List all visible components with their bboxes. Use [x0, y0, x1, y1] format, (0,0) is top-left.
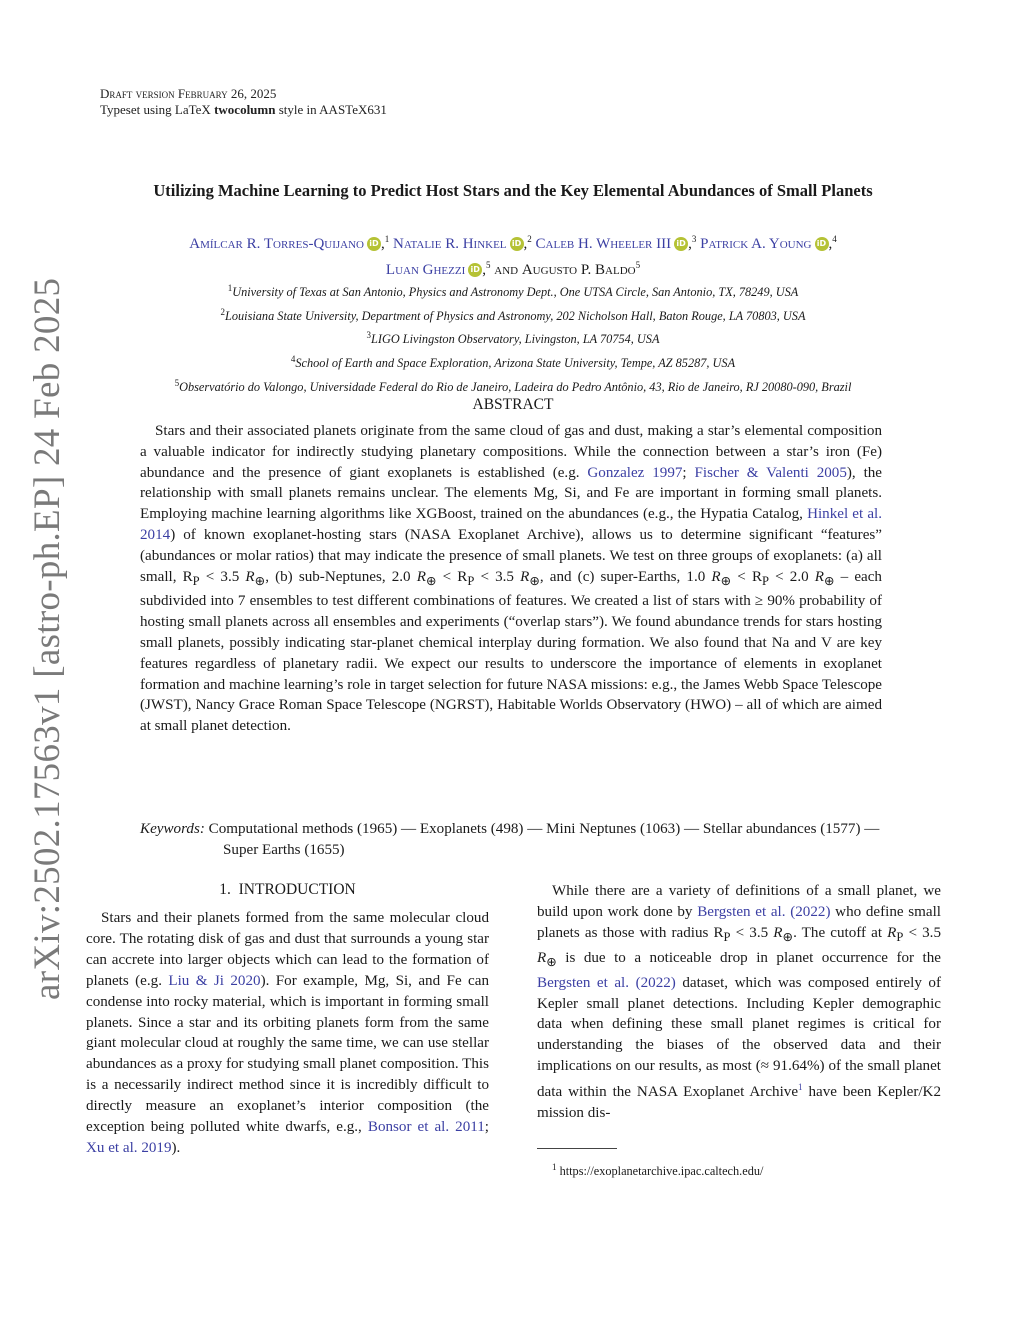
affiliation: $^3$LIGO Livingston Observatory, Livingston, LA 70754, USA — [366, 330, 660, 347]
latex-logo: LaTeX — [174, 102, 211, 117]
keywords — [140, 819, 882, 861]
intro-right-column — [537, 881, 941, 1124]
affiliation: $^2$Louisiana State University, Department of Physics and Astronomy, 202 Nicholson Hall, Baton Rouge, LA 70803, USA — [220, 306, 806, 323]
author-name[interactable]: Amílcar R. Torres-Quijano — [189, 236, 364, 252]
citation-link[interactable]: Bergsten et al. (2022) — [697, 903, 831, 920]
author-name[interactable]: Natalie R. Hinkel — [393, 236, 507, 252]
citation-link[interactable]: Hinkel et al. 2014 — [140, 506, 882, 543]
orcid-icon[interactable]: iD — [468, 263, 482, 277]
author-name[interactable]: Luan Ghezzi — [385, 262, 466, 278]
footnote-url[interactable]: https://exoplanetarchive.ipac.caltech.edu/ — [559, 1164, 764, 1179]
citation-link[interactable]: Bonsor et al. 2011 — [367, 1119, 485, 1136]
author-list: Amílcar R. Torres-Quijano iD ,$^1$ Natalie R. Hinkel iD ,$^2$ Caleb H. Wheeler III iD ,$^3$ Patrick A. Young iD ,$^4$ Luan Ghezzi iD ,$^5$ and Augusto P. Baldo$^5$ — [189, 234, 837, 278]
orcid-icon[interactable]: iD — [674, 237, 688, 251]
orcid-icon[interactable]: iD — [367, 237, 381, 251]
paper-title: Utilizing Machine Learning to Predict Host Stars and the Key Elemental Abundances of Small Planets — [153, 181, 873, 200]
paragraph: Stars and their planets formed from the same molecular cloud core. The rotating disk of gas and dust that surrounds a young star can accrete into larger objects which can lead to the formation of planets (e.g. Liu & Ji 2020). For example, Mg, Si, and Fe can condense into rocky material, which is important in forming small planets. Since a star and its orbiting planets form from the same giant molecular cloud at roughly the same time, we can use stellar abundances as a proxy for studying small planet composition. This is a necessarily indirect method since it is incredibly difficult to directly measure an exoplanet’s interior composition (the exception being polluted white dwarfs, e.g., Bonsor et al. 2011; Xu et al. 2019). — [86, 910, 489, 1156]
author-name: Augusto P. Baldo — [521, 262, 636, 278]
footnote-marker[interactable]: 1 — [798, 1082, 803, 1093]
citation-link[interactable]: Gonzalez 1997 — [587, 464, 683, 481]
affiliation: $^5$Observatório do Valongo, Universidade Federal do Rio de Janeiro, Ladeira do Pedro Antônio, 43, Rio de Janeiro, RJ 20080-090, Brazil — [174, 377, 852, 394]
section-heading: 1. INTRODUCTION — [219, 881, 356, 898]
keywords-label: Keywords: — [140, 821, 205, 837]
keywords-text: Computational methods (1965) — Exoplanets (498) — Mini Neptunes (1063) — Stellar abundances (1577) — Super Earths (1655) — [208, 821, 880, 858]
footnote-rule — [537, 1148, 617, 1149]
intro-left-column — [86, 908, 489, 1159]
orcid-icon[interactable]: iD — [510, 237, 524, 251]
typeset-line: Typeset using LaTeX twocolumn style in AASTeX631 — [100, 102, 387, 117]
paragraph: While there are a variety of definitions of a small planet, we build upon work done by Bergsten et al. (2022) who define small planets as those with radius $R_P < 3.5$ $R_\oplus$. The cutoff at $R_P < 3.5$ $R_\oplus$ is due to a noticeable drop in planet occurrence for the Bergsten et al. (2022) dataset, which was composed entirely of Kepler small planet detections. Including Kepler demographic data when defining these small planet regimes is critical for understanding the biases of the observed data and their implications on our results, as most (≈ 91.64%) of the small planet data within the NASA Exoplanet Archive$^1$ have been Kepler/K2 mission dis- — [537, 883, 941, 1122]
affiliation: $^1$University of Texas at San Antonio, Physics and Astronomy Dept., One UTSA Circle, San Antonio, TX, 78249, USA — [227, 283, 799, 300]
citation-link[interactable]: Bergsten et al. (2022) — [537, 974, 676, 991]
affiliation-list — [60, 279, 966, 397]
citation-link[interactable]: Liu & Ji 2020 — [168, 972, 261, 989]
orcid-icon[interactable]: iD — [815, 237, 829, 251]
author-conjunction: and — [494, 262, 519, 278]
draft-line: Draft version February 26, 2025 — [100, 86, 277, 101]
arxiv-identifier[interactable]: arXiv:2502.17563v1 [astro-ph.EP] 24 Feb 2025 — [27, 277, 68, 1000]
affiliation: $^4$School of Earth and Space Exploration, Arizona State University, Tempe, AZ 85287, USA — [290, 354, 736, 371]
footnote: $^1$ https://exoplanetarchive.ipac.caltech.edu/ — [552, 1162, 764, 1179]
abstract-heading: ABSTRACT — [472, 396, 554, 413]
citation-link[interactable]: Xu et al. 2019 — [86, 1139, 172, 1156]
author-name[interactable]: Caleb H. Wheeler III — [535, 236, 672, 252]
citation-link[interactable]: Fischer & Valenti 2005 — [694, 464, 847, 481]
author-name[interactable]: Patrick A. Young — [700, 236, 812, 252]
abstract-body: Stars and their associated planets originate from the same cloud of gas and dust, making a star’s elemental composition a valuable indicator for indirectly studying planetary compositions. While the connection between a star’s iron (Fe) abundance and the presence of giant exoplanets is established (e.g. Gonzalez 1997; Fischer & Valenti 2005), the relationship with small planets remains unclear. The elements Mg, Si, and Fe are important in forming small planets. Employing machine learning algorithms like XGBoost, trained on the abundances (e.g., the Hypatia Catalog, Hinkel et al. 2014) of known exoplanet-hosting stars (NASA Exoplanet Archive), allows us to determine significant “features” (abundances or molar ratios) that may indicate the presence of small planets. We test on three groups of exoplanets: (a) all small, $R_P < 3.5$ $R_\oplus$, (b) sub-Neptunes, 2.0 $R_\oplus < R_P < 3.5$ $R_\oplus$, and (c) super-Earths, 1.0 $R_\oplus < R_P < 2.0$ $R_\oplus$ – each subdivided into 7 ensembles to test different combinations of features. We created a list of stars with ≥ 90% probability of hosting small planets across all ensembles and experiments (“overlap stars”). We found abundance trends for stars hosting small planets, possibly indicating star-planet chemical interplay during formation. We also found that Na and V are key features regardless of planetary radii. We expect our results to underscore the importance of elements in exoplanet formation and machine learning’s role in target selection for future NASA missions: e.g., the James Webb Space Telescope (JWST), Nancy Grace Roman Space Telescope (NGRST), Habitable Worlds Observatory (HWO) – all of which are aimed at small planet detection. — [140, 423, 883, 735]
